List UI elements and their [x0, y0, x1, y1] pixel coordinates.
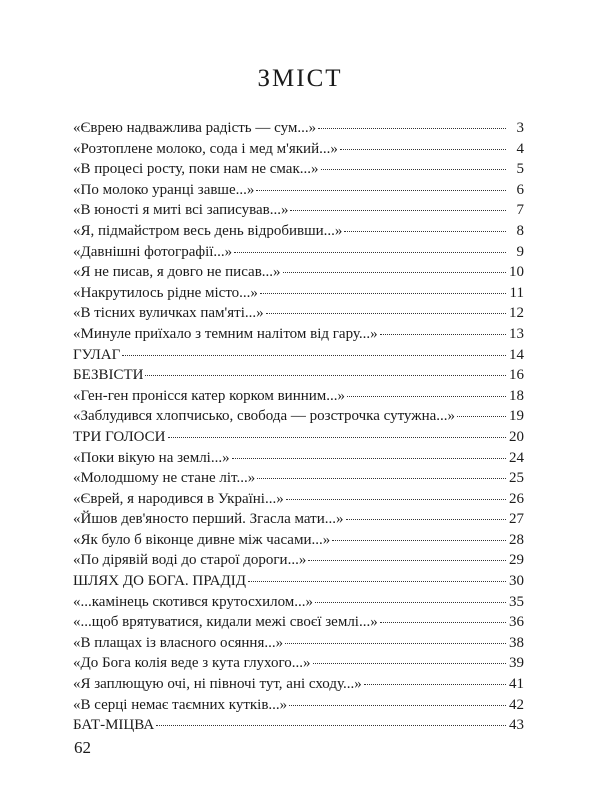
dot-leader	[234, 252, 506, 253]
toc-entry-page: 10	[509, 264, 524, 281]
dot-leader	[318, 128, 506, 129]
page-title: ЗМІСТ	[257, 65, 343, 92]
toc-entry-page: 29	[509, 552, 524, 569]
toc-entry-title: «Молодшому не стане літ...»	[73, 470, 256, 487]
dot-leader	[232, 458, 506, 459]
dot-leader	[260, 293, 506, 294]
toc-entry-page: 25	[509, 470, 524, 487]
toc-entry	[73, 715, 524, 736]
toc-entry-page: 9	[516, 243, 524, 260]
dot-leader	[380, 334, 506, 335]
dot-leader	[286, 499, 506, 500]
toc-entry-page: 42	[509, 696, 524, 713]
toc-entry	[73, 633, 524, 654]
dot-leader	[156, 725, 506, 726]
toc-entry	[73, 550, 524, 571]
toc-entry	[73, 283, 524, 304]
toc-entry-title: «Поки вікую на землі...»	[73, 449, 230, 466]
toc-entry-title: «Єврею надважлива радість — сум...»	[73, 120, 317, 136]
toc-entry-page: 14	[509, 346, 524, 363]
dot-leader	[256, 190, 506, 191]
dot-leader	[285, 643, 506, 644]
toc-entry	[73, 221, 524, 242]
toc-entry-title: «...камінець скотився крутосхилом...»	[73, 593, 314, 610]
dot-leader	[257, 478, 506, 479]
toc-entry-page: 7	[516, 202, 524, 219]
toc-entry-page: 3	[516, 120, 524, 136]
toc-entry	[73, 695, 524, 716]
toc-entry-title: ТРИ ГОЛОСИ	[73, 428, 166, 445]
toc-entry	[73, 592, 524, 613]
dot-leader	[364, 684, 506, 685]
toc-entry-page: 4	[516, 140, 524, 157]
toc-entry	[73, 509, 524, 530]
toc-entry	[73, 159, 524, 180]
toc-entry-page: 8	[516, 222, 524, 239]
toc-entry	[73, 653, 524, 674]
dot-leader	[168, 437, 507, 438]
toc-entry	[73, 303, 524, 324]
toc-entry-page: 12	[509, 305, 524, 322]
toc-entry-title: «В плащах із власного осяння...»	[73, 634, 284, 651]
toc-entry-page: 28	[509, 531, 524, 548]
dot-leader	[308, 560, 506, 561]
toc-entry-title: «До Бога колія веде з кута глухого...»	[73, 655, 311, 672]
toc-entry	[73, 262, 524, 283]
dot-leader	[290, 210, 506, 211]
toc-entry	[73, 118, 524, 139]
toc-entry-title: «Заблудився хлопчисько, свобода — розстрочка сутужна...»	[73, 408, 456, 425]
dot-leader	[248, 581, 506, 582]
toc-entry	[73, 612, 524, 633]
toc-entry	[73, 324, 524, 345]
toc-entry-page: 16	[509, 367, 524, 384]
toc-entry-title: «Я не писав, я довго не писав...»	[73, 264, 281, 281]
toc-entry-page: 18	[509, 387, 524, 404]
toc-entry-page: 5	[516, 161, 524, 178]
dot-leader	[315, 602, 506, 603]
toc-entry	[73, 427, 524, 448]
toc-entry	[73, 365, 524, 386]
table-of-contents	[73, 118, 524, 736]
toc-entry-page: 36	[509, 614, 524, 631]
toc-entry-title: БАТ-МІЦВА	[73, 717, 155, 734]
toc-entry-page: 20	[509, 428, 524, 445]
toc-entry	[73, 406, 524, 427]
toc-entry-title: «В юності я миті всі записував...»	[73, 202, 289, 219]
dot-leader	[122, 355, 506, 356]
toc-entry	[73, 571, 524, 592]
toc-entry-title: «...щоб врятуватися, кидали межі своєї землі...»	[73, 614, 378, 631]
toc-entry	[73, 674, 524, 695]
toc-entry	[73, 489, 524, 510]
toc-entry	[73, 180, 524, 201]
dot-leader	[346, 519, 506, 520]
toc-entry-page: 11	[509, 284, 524, 301]
toc-entry-page: 41	[509, 676, 524, 693]
toc-entry-page: 27	[509, 511, 524, 528]
dot-leader	[313, 663, 506, 664]
toc-entry	[73, 530, 524, 551]
dot-leader	[347, 396, 506, 397]
dot-leader	[289, 705, 506, 706]
toc-entry-title: «Розтоплене молоко, сода і мед м'який...»	[73, 140, 338, 157]
dot-leader	[321, 169, 506, 170]
toc-entry-page: 43	[509, 717, 524, 734]
toc-entry-page: 35	[509, 593, 524, 610]
toc-entry-title: ГУЛАГ	[73, 346, 121, 363]
toc-entry-title: «В серці немає таємних кутків...»	[73, 696, 288, 713]
toc-entry	[73, 139, 524, 160]
toc-entry	[73, 200, 524, 221]
toc-entry	[73, 386, 524, 407]
toc-entry-title: «Як було б віконце дивне між часами...»	[73, 531, 331, 548]
toc-entry-title: «Єврей, я народився в Україні...»	[73, 490, 284, 507]
toc-entry-title: «Минуле приїхало з темним налітом від гару...»	[73, 325, 378, 342]
dot-leader	[332, 540, 506, 541]
toc-entry-title: БЕЗВІСТИ	[73, 367, 144, 384]
toc-entry-title: «Ген-ген пронісся катер корком винним...»	[73, 387, 346, 404]
dot-leader	[344, 231, 506, 232]
toc-entry-title: «По дірявій воді до старої дороги...»	[73, 552, 307, 569]
toc-entry	[73, 448, 524, 469]
toc-entry-page: 24	[509, 449, 524, 466]
toc-entry-page: 30	[509, 573, 524, 590]
toc-entry-title: «Давнішні фотографії...»	[73, 243, 233, 260]
toc-entry-title: «Накрутилось рідне місто...»	[73, 284, 258, 301]
toc-entry-title: «Я заплющую очі, ні півночі тут, ані сходу...»	[73, 676, 362, 693]
toc-entry-title: «В процесі росту, поки нам не смак...»	[73, 161, 319, 178]
toc-entry-title: «По молоко уранці завше...»	[73, 181, 255, 198]
dot-leader	[457, 416, 506, 417]
toc-entry-title: ШЛЯХ ДО БОГА. ПРАДІД	[73, 573, 246, 590]
toc-entry-page: 26	[509, 490, 524, 507]
page-number: 62	[74, 738, 91, 757]
toc-entry-title: «В тісних вуличках пам'яті...»	[73, 305, 264, 322]
dot-leader	[145, 375, 506, 376]
toc-entry	[73, 468, 524, 489]
toc-entry-page: 6	[516, 181, 524, 198]
toc-entry-page: 38	[509, 634, 524, 651]
toc-entry-page: 13	[509, 325, 524, 342]
toc-entry	[73, 345, 524, 366]
dot-leader	[266, 313, 506, 314]
toc-entry-title: «Йшов дев'яносто перший. Згасла мати...»	[73, 511, 344, 528]
dot-leader	[283, 272, 506, 273]
toc-entry-title: «Я, підмайстром весь день відробивши...»	[73, 222, 343, 239]
toc-entry-page: 39	[509, 655, 524, 672]
dot-leader	[380, 622, 506, 623]
dot-leader	[340, 149, 506, 150]
toc-entry	[73, 242, 524, 263]
toc-entry-page: 19	[509, 408, 524, 425]
